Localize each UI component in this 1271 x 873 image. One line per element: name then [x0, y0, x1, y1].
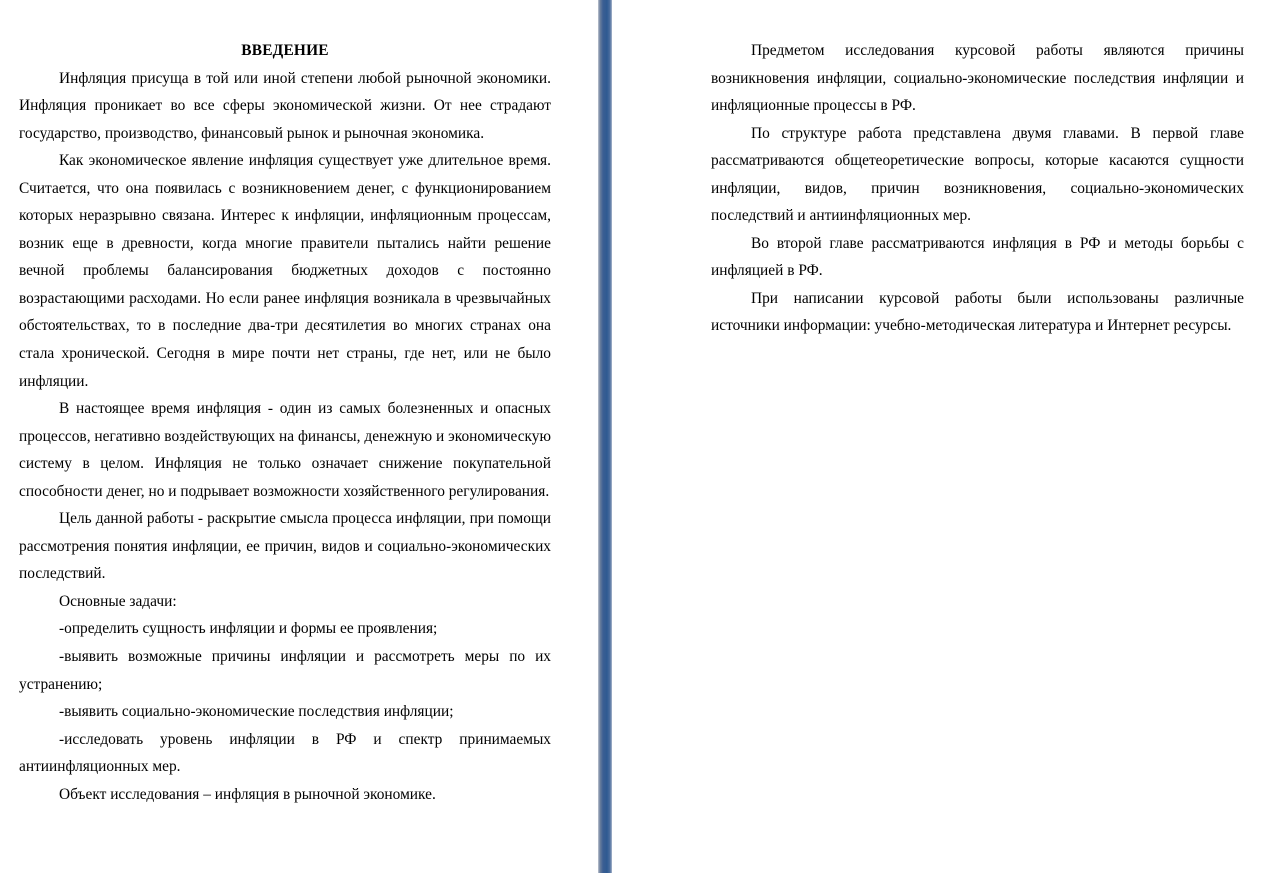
paragraph: В настоящее время инфляция - один из самых болезненных и опасных процессов, негативно воздействующих на финансы, денежную и экономическую систему в целом. Инфляция не только означает снижение покупательной способности денег, но и подрывает возможности хозяйственного регулирования. [19, 400, 551, 500]
task-list-item: -определить сущность инфляции и формы ее проявления; [59, 620, 438, 638]
task-list-item: -выявить социально-экономические последствия инфляции; [59, 703, 454, 721]
page-title: ВВЕДЕНИЕ [241, 42, 329, 59]
paragraph: По структуре работа представлена двумя главами. В первой главе рассматриваются общетеоретические вопросы, которые касаются сущности инфляции, видов, причин возникновения, социально-экономических последствий и антиинфляционных мер. [711, 124, 1244, 225]
paragraph: Предметом исследования курсовой работы являются причины возникновения инфляции, социально-экономические последствия инфляции и инфляционные процессы в РФ. [711, 42, 1244, 115]
paragraph: Цель данной работы - раскрытие смысла процесса инфляции, при помощи рассмотрения понятия инфляции, ее причин, видов и социально-экономических последствий. [19, 510, 551, 583]
task-list-item: -исследовать уровень инфляции в РФ и спектр принимаемых антиинфляционных мер. [19, 730, 551, 776]
page-separator [598, 0, 612, 873]
document-page-left [0, 0, 598, 873]
task-list-item: -выявить возможные причины инфляции и рассмотреть меры по их устранению; [19, 648, 551, 693]
paragraph: Инфляция присуща в той или иной степени любой рыночной экономики. Инфляция проникает во все сферы экономической жизни. От нее страдают государство, производство, финансовый рынок и рыночная экономика. [19, 69, 551, 142]
document-page-right [612, 0, 1271, 873]
paragraph: Объект исследования – инфляция в рыночной экономике. [59, 785, 436, 803]
paragraph: Как экономическое явление инфляция существует уже длительное время. Считается, что она появилась с возникновением денег, с функционированием которых неразрывно связана. Интерес к инфляции, инфляционным процессам, возник еще в древности, когда многие правители пытались найти решение вечной проблемы балансирования бюджетных доходов с постоянно возрастающими расходами. Но если ранее инфляция возникала в чрезвычайных обстоятельствах, то в последние два-три десятилетия во многих странах она стала хронической. Сегодня в мире почти нет страны, где нет, или не было инфляции. [19, 152, 551, 390]
paragraph: Во второй главе рассматриваются инфляция в РФ и методы борьбы с инфляцией в РФ. [711, 234, 1244, 280]
paragraph: Основные задачи: [59, 592, 177, 610]
paragraph: При написании курсовой работы были использованы различные источники информации: учебно-методическая литература и Интернет ресурсы. [711, 289, 1244, 335]
